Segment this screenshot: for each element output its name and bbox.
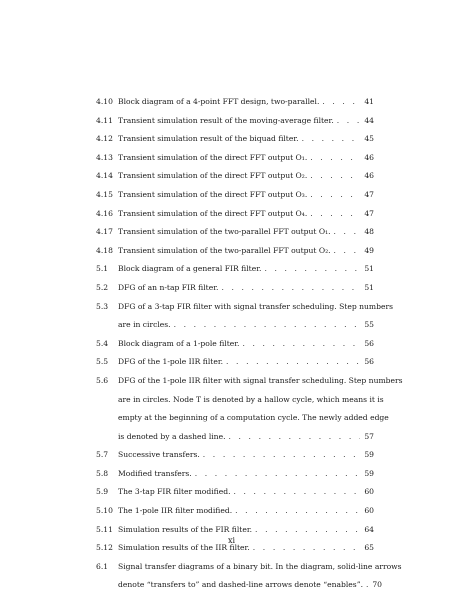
- entry-number: 5.2: [96, 282, 109, 292]
- toc-entry: [96, 335, 374, 354]
- entry-title: Transient simulation of the direct FFT output O₄.: [118, 208, 308, 218]
- entry-title: DFG of an n-tap FIR filter.: [118, 282, 219, 292]
- toc-entry: [96, 502, 374, 521]
- entry-number: 5.8: [96, 468, 109, 478]
- entry-title: Successive transfers.: [118, 450, 200, 460]
- page-number: 60: [364, 506, 374, 516]
- entry-number: 6.1: [96, 561, 109, 571]
- entry-title: Block diagram of a 4-point FFT design, two-parallel.: [118, 97, 320, 106]
- page-number: 56: [364, 357, 374, 367]
- leader-dots: [307, 186, 360, 205]
- entry-title: are in circles. Node T is denoted by a hallow cycle, which means it is: [118, 394, 384, 404]
- entry-title: DFG of a 3-tap FIR filter with signal transfer scheduling. Step numbers: [118, 301, 393, 311]
- list-of-figures: [96, 93, 403, 595]
- page-number: 45: [364, 134, 374, 144]
- leader-dots: [192, 465, 360, 484]
- entry-number: 4.15: [96, 189, 113, 199]
- leader-dots: [307, 167, 360, 186]
- page-number: 56: [364, 338, 374, 348]
- leader-dots: [239, 335, 360, 354]
- entry-title: DFG of the 1-pole IIR filter.: [118, 357, 224, 367]
- entry-title: Transient simulation of the direct FFT output O₃.: [118, 189, 308, 199]
- leader-dots: [334, 112, 360, 131]
- entry-title: Simulation results of the FIR filter.: [118, 524, 253, 534]
- leader-dots: [200, 446, 360, 465]
- page-number: 51: [364, 264, 374, 274]
- page-number: 59: [364, 468, 374, 478]
- entry-title: is denoted by a dashed line.: [118, 431, 226, 441]
- leader-dots: [231, 483, 361, 502]
- leader-dots: [223, 353, 360, 372]
- entry-number: 5.11: [96, 524, 113, 534]
- page-folio: xi: [227, 536, 236, 545]
- entry-number: 5.12: [96, 543, 113, 553]
- entry-title: Transient simulation of the two-parallel FFT output O₂.: [118, 245, 331, 255]
- page-number: 48: [364, 227, 374, 237]
- entry-number: 5.1: [96, 264, 109, 274]
- toc-entry: [96, 93, 374, 112]
- toc-entry: [96, 205, 374, 224]
- toc-entry: [96, 112, 374, 131]
- page-number: 55: [364, 320, 374, 330]
- entry-title: Transient simulation of the direct FFT output O₁.: [118, 152, 308, 162]
- leader-dots: [319, 93, 360, 112]
- entry-title: The 1-pole IIR filter modified.: [118, 506, 233, 516]
- page-number: 49: [364, 245, 374, 255]
- entry-title: are in circles.: [118, 320, 171, 330]
- toc-entry: [96, 483, 374, 502]
- entry-number: 4.11: [96, 115, 113, 125]
- toc-entry: [96, 465, 374, 484]
- entry-title: denote “transfers to” and dashed-line arrows denote “enables”.: [118, 580, 363, 590]
- toc-entry: [96, 558, 402, 595]
- page-number: 46: [364, 171, 374, 181]
- entry-number: 5.4: [96, 338, 109, 348]
- toc-entry: [96, 353, 374, 372]
- entry-title: Signal transfer diagrams of a binary bit. In the diagram, solid-line arrows: [118, 561, 402, 571]
- leader-dots: [261, 260, 360, 279]
- toc-entry: [96, 446, 374, 465]
- entry-title: The 3-tap FIR filter modified.: [118, 487, 231, 497]
- entry-number: 5.5: [96, 357, 109, 367]
- leader-dots: [232, 502, 360, 521]
- leader-dots: [299, 130, 360, 149]
- entry-title: Block diagram of a 1-pole filter.: [118, 338, 240, 348]
- entry-title: Modified transfers.: [118, 468, 192, 478]
- page-number: 51: [364, 282, 374, 292]
- entry-number: 4.18: [96, 245, 113, 255]
- page-number: 59: [364, 450, 374, 460]
- entry-number: 5.3: [96, 301, 109, 311]
- entry-title: DFG of the 1-pole IIR filter with signal transfer scheduling. Step numbers: [118, 375, 403, 385]
- entry-title: Transient simulation of the two-parallel FFT output O₁.: [118, 227, 331, 237]
- entry-title: empty at the beginning of a computation cycle. The newly added edge: [118, 413, 389, 423]
- entry-number: 4.13: [96, 152, 113, 162]
- entry-title: Transient simulation of the direct FFT output O₂.: [118, 171, 308, 181]
- toc-entry: [96, 372, 403, 446]
- leader-dots: [331, 223, 360, 242]
- entry-title: Block diagram of a general FIR filter.: [118, 264, 262, 274]
- leader-dots: [225, 428, 360, 447]
- page-number: 64: [364, 524, 374, 534]
- toc-entry: [96, 149, 374, 168]
- toc-entry: [96, 223, 374, 242]
- entry-number: 4.16: [96, 208, 113, 218]
- page-number: 44: [364, 115, 374, 125]
- leader-dots: [307, 205, 360, 224]
- entry-number: 5.6: [96, 375, 109, 385]
- page-number: 70: [372, 580, 382, 590]
- toc-entry: [96, 167, 374, 186]
- entry-title: Simulation results of the IIR filter.: [118, 543, 250, 553]
- entry-number: 4.14: [96, 171, 113, 181]
- entry-number: 4.12: [96, 134, 113, 144]
- entry-title: Transient simulation result of the biquad filter.: [118, 134, 299, 144]
- entry-number: 5.7: [96, 450, 109, 460]
- entry-number: 5.10: [96, 506, 113, 516]
- entry-number: 4.10: [96, 97, 113, 106]
- page-number: 57: [364, 431, 374, 441]
- toc-entry: [96, 242, 374, 261]
- toc-entry: [96, 298, 393, 335]
- leader-dots: [331, 242, 360, 261]
- page-number: 46: [364, 152, 374, 162]
- page-number: 41: [364, 97, 374, 106]
- leader-dots: [307, 149, 360, 168]
- toc-entry: [96, 279, 374, 298]
- page-number: 60: [364, 487, 374, 497]
- leader-dots: [218, 279, 360, 298]
- toc-entry: [96, 130, 374, 149]
- page-number: 65: [364, 543, 374, 553]
- toc-entry: [96, 260, 374, 279]
- entry-number: 5.9: [96, 487, 109, 497]
- leader-dots: [171, 316, 360, 335]
- page-number: 47: [364, 208, 374, 218]
- toc-entry: [96, 186, 374, 205]
- entry-number: 4.17: [96, 227, 113, 237]
- page-number: 47: [364, 189, 374, 199]
- entry-title: Transient simulation result of the moving-average filter.: [118, 115, 334, 125]
